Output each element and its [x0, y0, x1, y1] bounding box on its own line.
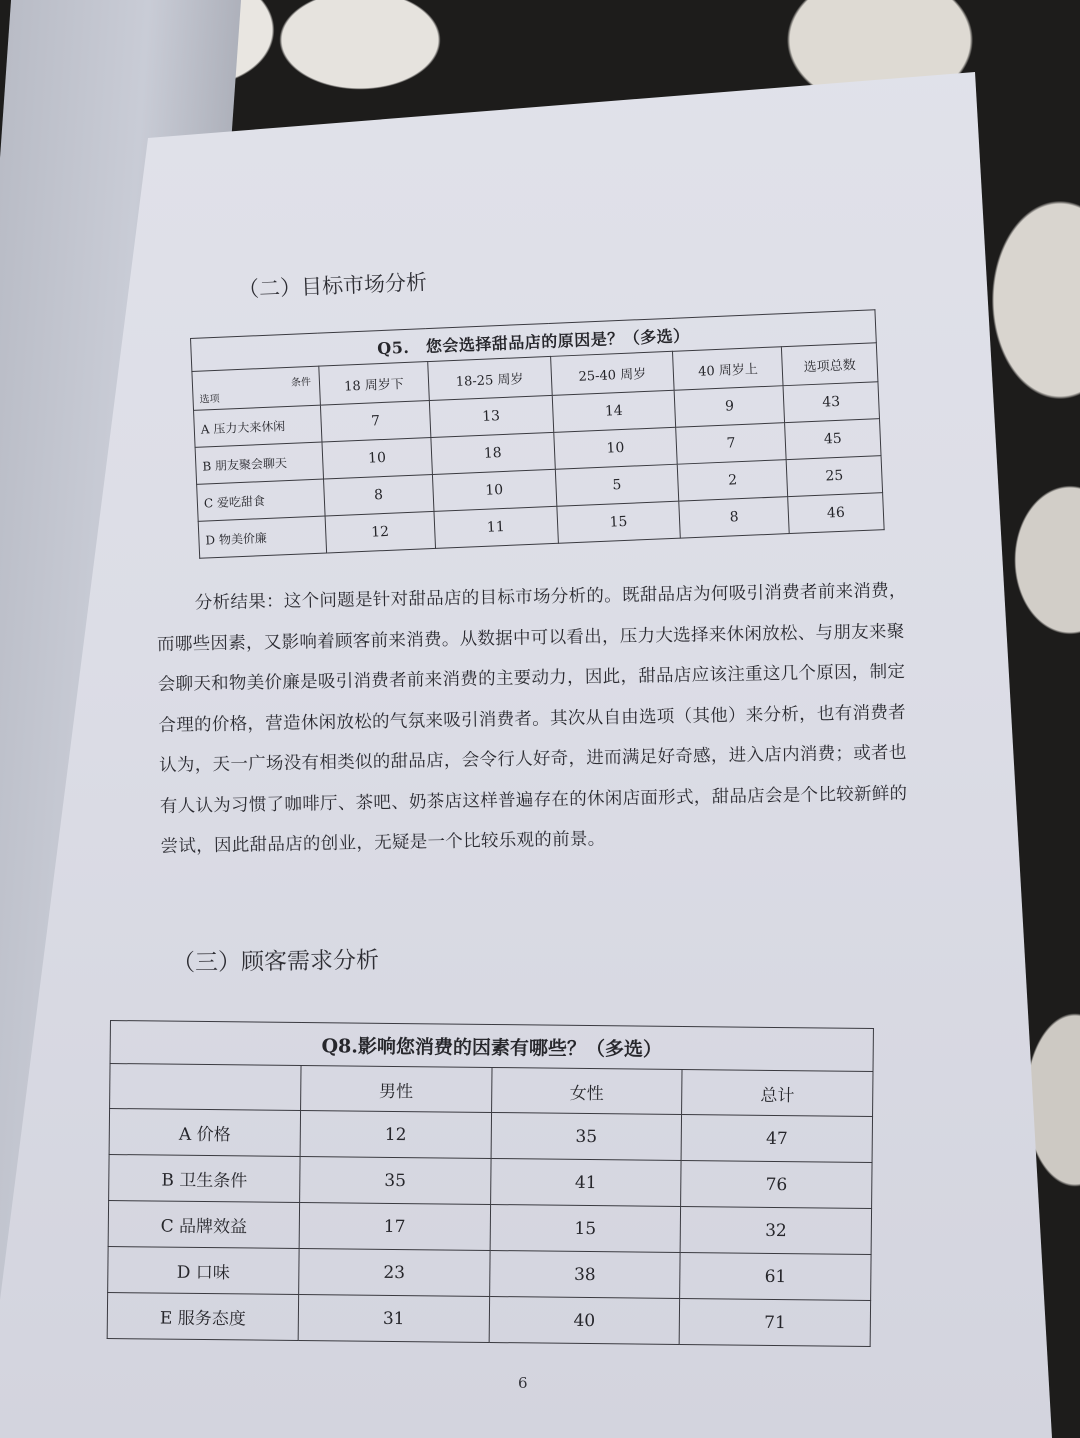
q5-row-label: C 爱吃甜食	[197, 479, 325, 521]
q8-col-header: 总计	[682, 1069, 873, 1116]
q5-row-label: D 物美价廉	[198, 516, 326, 558]
q8-row-label: C 品牌效益	[108, 1200, 299, 1248]
q8-cell: 23	[299, 1248, 490, 1296]
page-number: 6	[518, 1374, 528, 1392]
q5-cell: 7	[320, 401, 430, 443]
q5-cell: 43	[783, 382, 879, 423]
q5-cell: 46	[788, 493, 884, 534]
table-row	[109, 1109, 872, 1163]
q8-corner-cell	[110, 1064, 301, 1111]
q5-cell: 7	[676, 423, 786, 465]
q5-cell: 45	[785, 419, 881, 460]
q8-row-label: A 价格	[109, 1109, 300, 1157]
q5-col-header: 选项总数	[781, 343, 878, 386]
q5-row-label: A 压力大来休闲	[194, 405, 322, 447]
q5-cell: 18	[431, 432, 555, 474]
table-row	[108, 1200, 871, 1254]
q5-cell: 2	[678, 460, 788, 502]
q8-row-label: B 卫生条件	[109, 1154, 300, 1202]
section-heading-customer-demand: （三）顾客需求分析	[171, 947, 380, 977]
q8-cell: 32	[680, 1206, 871, 1254]
table-row	[108, 1246, 871, 1300]
q8-cell: 61	[680, 1252, 871, 1300]
q5-col-header: 25-40 周岁	[550, 351, 674, 395]
q5-col-header: 18-25 周岁	[427, 356, 551, 400]
q8-row-label: E 服务态度	[107, 1292, 298, 1340]
section-heading-target-market: （二）目标市场分析	[237, 270, 428, 302]
q8-cell: 17	[299, 1202, 490, 1250]
q5-cell: 13	[429, 395, 553, 437]
corner-col-label: 条件	[290, 376, 312, 389]
q5-cell: 11	[434, 506, 558, 548]
q8-table-title: Q8.影响您消费的因素有哪些？（多选）	[110, 1021, 873, 1072]
q5-cell: 8	[679, 497, 789, 539]
q8-col-header: 男性	[301, 1066, 492, 1113]
q5-corner-cell	[192, 366, 321, 410]
q5-table	[190, 309, 885, 559]
q8-cell: 40	[489, 1296, 680, 1344]
q8-row-label: D 口味	[108, 1246, 299, 1294]
q5-cell: 5	[555, 464, 679, 506]
q5-col-header: 18 周岁下	[319, 362, 429, 406]
q5-cell: 10	[432, 469, 556, 511]
q8-cell: 35	[300, 1156, 491, 1204]
q5-cell: 10	[553, 427, 677, 469]
q8-cell: 15	[490, 1204, 681, 1252]
q5-cell: 12	[325, 511, 435, 553]
q8-cell: 35	[491, 1112, 682, 1160]
q5-cell: 15	[556, 501, 680, 543]
q8-col-header: 女性	[491, 1067, 682, 1114]
q8-cell: 12	[300, 1111, 491, 1159]
q5-table-title: Q5. 您会选择甜品店的原因是？（多选）	[191, 310, 877, 372]
q5-cell: 14	[552, 390, 676, 432]
q8-cell: 76	[681, 1160, 872, 1208]
q5-row-label: B 朋友聚会聊天	[195, 442, 323, 484]
table-row	[107, 1292, 870, 1346]
q8-cell: 71	[679, 1298, 870, 1346]
q8-cell: 31	[298, 1294, 489, 1342]
q5-cell: 25	[786, 456, 882, 497]
analysis-paragraph: 分析结果：这个问题是针对甜品店的目标市场分析的。既甜品店为何吸引消费者前来消费，而哪些因素，又影响着顾客前来消费。从数据中可以看出，压力大选择来休闲放松、与朋友来聚会聊天和物美价廉是吸引消费者前来消费的主要动力，因此，甜品店应该注重这几个原因，制定合理的价格，营造休闲放松的气氛来吸引消费者。其次从自由选项（其他）来分析，也有消费者认为，天一广场没有相类似的甜品店，会令行人好奇，进而满足好奇感，进入店内消费；或者也有人认为习惯了咖啡厅、茶吧、奶茶店这样普遍存在的休闲店面形式，甜品店会是个比较新鲜的尝试，因此甜品店的创业，无疑是一个比较乐观的前景。	[156, 580, 908, 857]
q5-cell: 8	[324, 474, 434, 516]
corner-row-label: 选项	[199, 393, 220, 406]
q8-table	[107, 1020, 874, 1347]
table-row	[109, 1154, 872, 1208]
q5-col-header: 40 周岁上	[673, 347, 783, 391]
q5-cell: 9	[674, 386, 784, 428]
q5-cell: 10	[322, 438, 432, 480]
q8-cell: 38	[489, 1250, 680, 1298]
q8-cell: 47	[681, 1114, 872, 1162]
q8-cell: 41	[490, 1158, 681, 1206]
